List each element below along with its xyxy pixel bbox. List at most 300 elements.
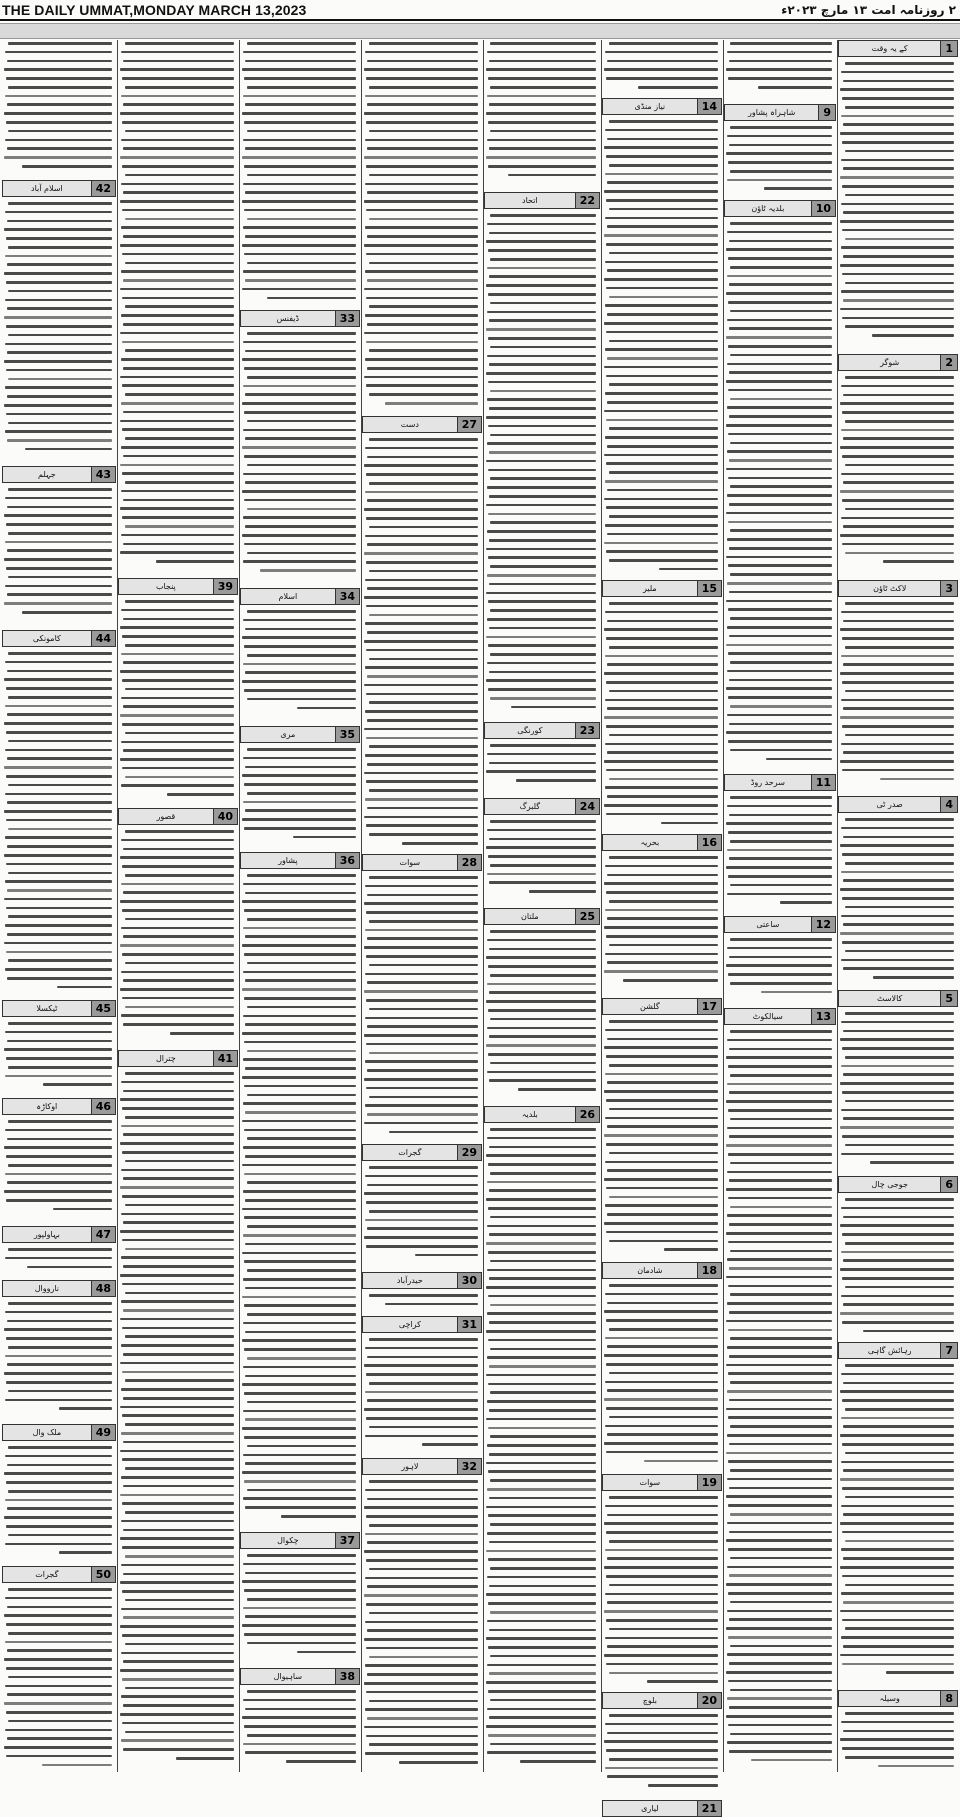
- text-line: [364, 464, 478, 467]
- text-line: [247, 332, 356, 335]
- text-line: [604, 1398, 718, 1401]
- text-line: [5, 1729, 112, 1732]
- text-line: [606, 1451, 718, 1454]
- text-line: [123, 1441, 234, 1444]
- text-line: [604, 68, 718, 71]
- text-line: [123, 1090, 234, 1093]
- text-line: [6, 1711, 112, 1714]
- text-line: [605, 743, 718, 746]
- text-line: [5, 705, 112, 708]
- text-line: [604, 498, 718, 501]
- text-line: [123, 499, 234, 502]
- text-line: [4, 766, 112, 769]
- text-line: [729, 679, 832, 682]
- text-line: [764, 187, 832, 190]
- text-line: [120, 1362, 234, 1365]
- text-line: [728, 973, 832, 976]
- text-line: [366, 737, 478, 740]
- text-line: [604, 970, 718, 973]
- text-line: [609, 778, 718, 781]
- text-line: [125, 262, 234, 265]
- text-line: [604, 1522, 718, 1525]
- text-line: [605, 1425, 718, 1428]
- text-line: [841, 1295, 954, 1298]
- ad-label: بلدیہ: [521, 1110, 538, 1119]
- text-line: [243, 341, 356, 344]
- text-line: [607, 620, 718, 623]
- text-line: [125, 86, 234, 89]
- text-line: [841, 473, 954, 476]
- text-line: [122, 1634, 234, 1637]
- ad-label: نارووال: [34, 1284, 59, 1293]
- text-line: [8, 576, 112, 579]
- text-line: [840, 1126, 954, 1129]
- text-line: [728, 161, 832, 164]
- text-line: [605, 480, 718, 483]
- text-line: [511, 706, 596, 709]
- text-line: [125, 962, 234, 965]
- text-line: [488, 249, 596, 252]
- text-line: [242, 774, 356, 777]
- text-line: [4, 1702, 112, 1705]
- text-line: [367, 1227, 478, 1230]
- text-line: [729, 1267, 832, 1270]
- text-line: [242, 1076, 356, 1079]
- text-line: [886, 1671, 954, 1674]
- ad-number-box: [362, 416, 482, 433]
- text-line: [728, 652, 832, 655]
- text-line: [244, 543, 356, 546]
- text-line: [369, 218, 478, 221]
- ad-body-text: [364, 876, 478, 1142]
- text-line: [490, 1699, 596, 1702]
- text-line: [488, 1163, 596, 1166]
- text-line: [123, 1177, 234, 1180]
- text-line: [369, 438, 478, 441]
- text-line: [123, 1704, 234, 1707]
- text-line: [728, 1680, 832, 1683]
- ad-label: نیاز منڈی: [634, 102, 666, 111]
- text-line: [607, 1345, 718, 1348]
- text-line: [366, 999, 478, 1002]
- text-line: [281, 1515, 356, 1518]
- text-line: [125, 1687, 234, 1690]
- text-line: [366, 1735, 478, 1738]
- text-line: [606, 375, 718, 378]
- ad-body-text: [120, 1072, 234, 1774]
- text-line: [845, 1198, 954, 1201]
- text-line: [487, 1751, 596, 1754]
- text-line: [489, 1409, 596, 1412]
- text-line: [606, 891, 718, 894]
- text-line: [245, 1199, 356, 1202]
- classified-column: [484, 40, 600, 1772]
- ad-label: کامونکی: [32, 634, 61, 643]
- text-line: [606, 287, 718, 290]
- text-line: [121, 653, 234, 656]
- text-line: [123, 279, 234, 282]
- ad-number: 11: [811, 775, 835, 790]
- text-line: [726, 152, 832, 155]
- text-line: [365, 139, 478, 142]
- text-line: [369, 658, 478, 661]
- text-line: [729, 591, 832, 594]
- text-line: [369, 745, 478, 748]
- text-line: [123, 935, 234, 938]
- text-line: [607, 1389, 718, 1392]
- text-line: [367, 1399, 478, 1402]
- text-line: [366, 297, 478, 300]
- text-line: [5, 1311, 112, 1314]
- ad-label: ڈیفنس: [276, 314, 300, 323]
- text-line: [367, 1184, 478, 1187]
- ad-number-box: [484, 192, 600, 209]
- ad-number-box: [2, 1098, 116, 1115]
- text-line: [840, 264, 954, 267]
- text-line: [120, 1537, 234, 1540]
- text-line: [122, 865, 234, 868]
- text-line: [609, 120, 718, 123]
- text-line: [415, 1254, 478, 1257]
- text-line: [729, 814, 832, 817]
- text-line: [487, 530, 596, 533]
- text-line: [365, 1577, 478, 1580]
- text-line: [4, 942, 112, 945]
- text-line: [607, 401, 718, 404]
- text-line: [243, 927, 356, 930]
- text-line: [125, 732, 234, 735]
- text-line: [369, 964, 478, 967]
- ad-body-text: [364, 1294, 478, 1314]
- text-line: [726, 292, 832, 295]
- text-line: [6, 1337, 112, 1340]
- text-line: [121, 1256, 234, 1259]
- ad-number: 35: [335, 727, 359, 742]
- text-line: [606, 1363, 718, 1366]
- text-line: [122, 209, 234, 212]
- text-line: [242, 944, 356, 947]
- text-line: [726, 1276, 832, 1279]
- text-line: [121, 1432, 234, 1435]
- text-line: [729, 1706, 832, 1709]
- text-line: [243, 757, 356, 760]
- text-line: [727, 275, 832, 278]
- classified-column: [118, 40, 238, 1772]
- text-line: [607, 445, 718, 448]
- ad-number: 24: [575, 799, 599, 814]
- text-line: [8, 1164, 112, 1167]
- text-line: [726, 1364, 832, 1367]
- text-line: [242, 1208, 356, 1211]
- text-line: [243, 1607, 356, 1610]
- text-line: [729, 459, 832, 462]
- text-line: [245, 671, 356, 674]
- ad-number-box: [240, 588, 360, 605]
- text-line: [122, 1458, 234, 1461]
- text-line: [843, 123, 954, 126]
- text-line: [843, 923, 954, 926]
- text-line: [487, 486, 596, 489]
- text-line: [121, 314, 234, 317]
- text-line: [5, 1173, 112, 1176]
- text-line: [123, 1265, 234, 1268]
- text-line: [245, 1506, 356, 1509]
- text-line: [121, 1300, 234, 1303]
- text-line: [487, 829, 596, 832]
- ad-number-box: [240, 1532, 360, 1549]
- text-line: [845, 1584, 954, 1587]
- text-line: [242, 680, 356, 683]
- text-line: [726, 380, 832, 383]
- text-line: [609, 1020, 718, 1023]
- text-line: [605, 129, 718, 132]
- text-line: [606, 1663, 718, 1666]
- text-line: [5, 836, 112, 839]
- text-line: [123, 60, 234, 63]
- text-line: [123, 749, 234, 752]
- text-line: [730, 222, 832, 225]
- ad-body-text: [242, 1554, 356, 1666]
- text-line: [243, 1190, 356, 1193]
- text-line: [489, 762, 596, 765]
- ad-body-text: [4, 1022, 112, 1096]
- text-line: [606, 550, 718, 553]
- text-line: [125, 1335, 234, 1338]
- text-line: [8, 1390, 112, 1393]
- text-line: [369, 1210, 478, 1213]
- text-line: [489, 1672, 596, 1675]
- text-line: [4, 1516, 112, 1519]
- text-line: [729, 1618, 832, 1621]
- text-line: [170, 1032, 234, 1035]
- text-line: [369, 86, 478, 89]
- text-line: [605, 1381, 718, 1384]
- text-line: [840, 1082, 954, 1085]
- text-line: [367, 763, 478, 766]
- text-line: [8, 1676, 112, 1679]
- text-line: [364, 1192, 478, 1195]
- classified-column: [838, 40, 958, 1772]
- text-line: [840, 932, 954, 935]
- text-line: [125, 1423, 234, 1426]
- text-line: [842, 681, 954, 684]
- text-line: [843, 879, 954, 882]
- text-line: [605, 261, 718, 264]
- text-line: [486, 156, 596, 159]
- text-line: [727, 626, 832, 629]
- text-line: [245, 935, 356, 938]
- text-line: [842, 543, 954, 546]
- text-line: [843, 481, 954, 484]
- text-line: [489, 103, 596, 106]
- text-line: [487, 1071, 596, 1074]
- text-line: [8, 959, 112, 962]
- text-line: [365, 622, 478, 625]
- text-line: [843, 1557, 954, 1560]
- text-line: [843, 1645, 954, 1648]
- text-line: [845, 734, 954, 737]
- text-line: [845, 376, 954, 379]
- text-line: [487, 139, 596, 142]
- text-line: [389, 1131, 478, 1134]
- text-line: [365, 1017, 478, 1020]
- column-rule: [483, 40, 484, 1772]
- text-line: [604, 454, 718, 457]
- text-line: [364, 156, 478, 159]
- text-line: [167, 793, 234, 796]
- text-line: [488, 337, 596, 340]
- text-line: [843, 1030, 954, 1033]
- ad-label: پشاور: [278, 856, 298, 865]
- text-line: [366, 780, 478, 783]
- text-line: [490, 258, 596, 261]
- ad-label: ساعتی: [756, 920, 780, 929]
- ad-number: 41: [213, 1051, 237, 1066]
- text-line: [604, 366, 718, 369]
- text-line: [727, 1478, 832, 1481]
- text-line: [489, 1321, 596, 1324]
- text-line: [730, 796, 832, 799]
- ad-body-text: [840, 1712, 954, 1774]
- text-line: [604, 322, 718, 325]
- text-line: [366, 517, 478, 520]
- text-line: [243, 1497, 356, 1500]
- text-line: [122, 297, 234, 300]
- text-line: [727, 231, 832, 234]
- text-line: [244, 1304, 356, 1307]
- text-line: [758, 86, 832, 89]
- text-line: [489, 1497, 596, 1500]
- text-line: [125, 1204, 234, 1207]
- text-line: [244, 827, 356, 830]
- text-line: [245, 1418, 356, 1421]
- text-line: [122, 1546, 234, 1549]
- text-line: [726, 1627, 832, 1630]
- text-line: [369, 1700, 478, 1703]
- text-line: [604, 146, 718, 149]
- text-line: [242, 1339, 356, 1342]
- text-line: [364, 1506, 478, 1509]
- text-line: [489, 1189, 596, 1192]
- text-line: [845, 1144, 954, 1147]
- text-line: [369, 1338, 478, 1341]
- text-line: [486, 1044, 596, 1047]
- text-line: [726, 964, 832, 967]
- text-line: [243, 1563, 356, 1566]
- text-line: [607, 181, 718, 184]
- ad-label: کراچی: [398, 1320, 421, 1329]
- text-line: [7, 439, 112, 442]
- text-line: [365, 183, 478, 186]
- text-line: [242, 244, 356, 247]
- text-line: [4, 514, 112, 517]
- text-line: [6, 1623, 112, 1626]
- text-line: [607, 1645, 718, 1648]
- text-line: [367, 499, 478, 502]
- text-line: [123, 1133, 234, 1136]
- text-line: [845, 1496, 954, 1499]
- text-line: [490, 302, 596, 305]
- text-line: [845, 1364, 954, 1367]
- text-line: [122, 997, 234, 1000]
- text-line: [845, 238, 954, 241]
- text-line: [6, 1755, 112, 1758]
- text-line: [609, 208, 718, 211]
- text-line: [367, 191, 478, 194]
- ad-body-text: [726, 42, 832, 102]
- text-line: [242, 1252, 356, 1255]
- text-line: [729, 857, 832, 860]
- text-line: [364, 902, 478, 905]
- ad-number-box: [484, 908, 600, 925]
- text-line: [605, 1723, 718, 1726]
- text-line: [487, 442, 596, 445]
- text-line: [369, 570, 478, 573]
- text-line: [727, 1127, 832, 1130]
- text-line: [609, 383, 718, 386]
- text-line: [365, 1708, 478, 1711]
- text-line: [730, 266, 832, 269]
- text-line: [245, 1243, 356, 1246]
- text-line: [123, 1353, 234, 1356]
- text-line: [609, 1328, 718, 1331]
- text-line: [727, 406, 832, 409]
- ad-body-text: [604, 42, 718, 96]
- text-line: [604, 804, 718, 807]
- text-line: [728, 740, 832, 743]
- text-line: [729, 547, 832, 550]
- text-line: [841, 159, 954, 162]
- text-line: [243, 560, 356, 563]
- ad-number-box: [362, 1316, 482, 1333]
- text-line: [244, 165, 356, 168]
- text-line: [367, 1025, 478, 1028]
- text-line: [6, 237, 112, 240]
- text-line: [244, 1436, 356, 1439]
- ad-body-text: [840, 1012, 954, 1174]
- text-line: [242, 636, 356, 639]
- text-line: [123, 1616, 234, 1619]
- text-line: [729, 1531, 832, 1534]
- text-line: [728, 1724, 832, 1727]
- text-line: [365, 270, 478, 273]
- text-line: [5, 299, 112, 302]
- text-line: [8, 1066, 112, 1069]
- text-line: [604, 1178, 718, 1181]
- text-line: [367, 1585, 478, 1588]
- text-line: [840, 308, 954, 311]
- text-line: [841, 385, 954, 388]
- text-line: [245, 1111, 356, 1114]
- text-line: [607, 1125, 718, 1128]
- text-line: [369, 1426, 478, 1429]
- text-line: [840, 844, 954, 847]
- ad-body-text: [840, 376, 954, 578]
- text-line: [366, 473, 478, 476]
- text-line: [840, 176, 954, 179]
- ad-label: دست: [400, 420, 419, 429]
- text-line: [6, 567, 112, 570]
- text-line: [242, 1296, 356, 1299]
- text-line: [247, 1006, 356, 1009]
- text-line: [845, 282, 954, 285]
- text-line: [609, 1540, 718, 1543]
- text-line: [4, 1048, 112, 1051]
- text-line: [605, 1505, 718, 1508]
- text-line: [840, 1390, 954, 1393]
- text-line: [840, 1224, 954, 1227]
- text-line: [53, 1208, 112, 1211]
